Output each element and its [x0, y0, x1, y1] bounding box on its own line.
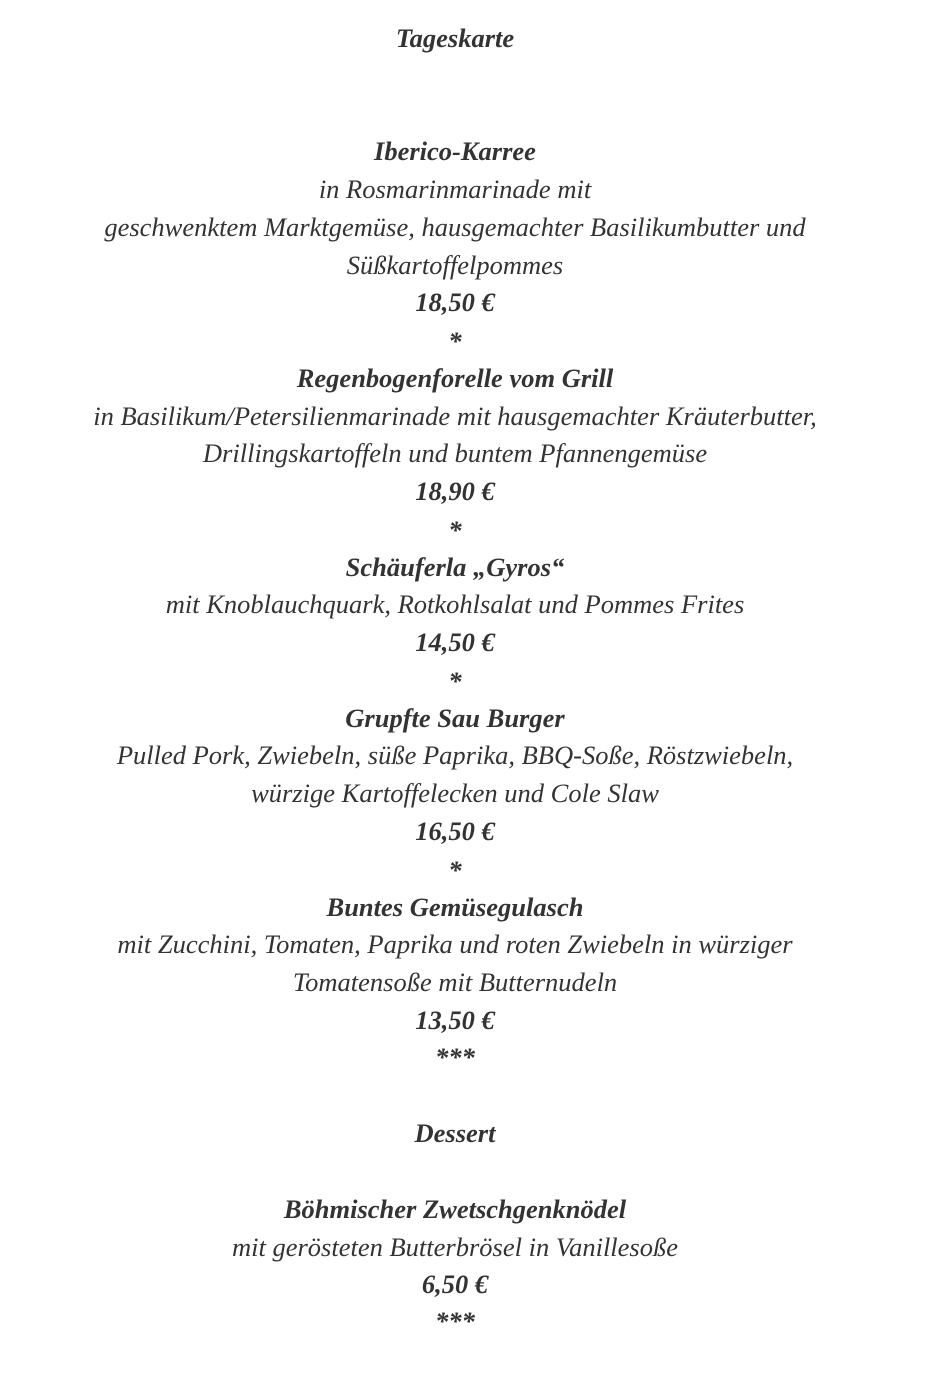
menu-title: Tageskarte: [395, 23, 515, 53]
dish-name: Iberico-Karree: [374, 136, 536, 166]
dessert-heading: Dessert: [414, 1118, 496, 1148]
dish-description-line: mit Knoblauchquark, Rotkohlsalat und Pommes Frites: [165, 589, 745, 619]
dish-description-line: würzige Kartoffelecken und Cole Slaw: [251, 778, 659, 808]
dish-separator: *: [448, 666, 462, 696]
dish-separator: *: [448, 855, 462, 885]
section-separator: ***: [435, 1306, 475, 1336]
dessert-price: 6,50 €: [421, 1269, 489, 1299]
dish-separator: *: [448, 326, 462, 356]
dish-name: Grupfte Sau Burger: [345, 703, 565, 733]
dish-description-line: Pulled Pork, Zwiebeln, süße Paprika, BBQ-Soße, Röstzwiebeln,: [116, 740, 794, 770]
dessert-description-line: mit gerösteten Butterbrösel in Vanillesoße: [231, 1232, 679, 1262]
dish-description-line: in Basilikum/Petersilienmarinade mit hausgemachter Kräuterbutter,: [93, 401, 817, 431]
dish-description-line: Drillingskartoffeln und buntem Pfannengemüse: [202, 438, 708, 468]
dish-description-line: in Rosmarinmarinade mit: [318, 174, 592, 204]
dish-description-line: geschwenktem Marktgemüse, hausgemachter Basilikumbutter und: [104, 212, 806, 242]
dish-price: 18,50 €: [415, 287, 495, 317]
dish-price: 14,50 €: [415, 627, 495, 657]
dish-price: 13,50 €: [415, 1005, 495, 1035]
dish-description-line: Tomatensoße mit Butternudeln: [292, 967, 618, 997]
dish-name: Buntes Gemüsegulasch: [326, 892, 584, 922]
dish-price: 18,90 €: [415, 476, 495, 506]
dessert-name: Böhmischer Zwetschgenknödel: [283, 1194, 627, 1224]
dish-price: 16,50 €: [415, 816, 495, 846]
dish-name: Schäuferla „Gyros“: [345, 552, 565, 582]
dish-description-line: Süßkartoffelpommes: [346, 250, 564, 280]
dish-separator: *: [448, 515, 462, 545]
dish-name: Regenbogenforelle vom Grill: [296, 363, 614, 393]
dish-description-line: mit Zucchini, Tomaten, Paprika und roten Zwiebeln in würziger: [117, 929, 793, 959]
section-separator: ***: [435, 1042, 475, 1072]
